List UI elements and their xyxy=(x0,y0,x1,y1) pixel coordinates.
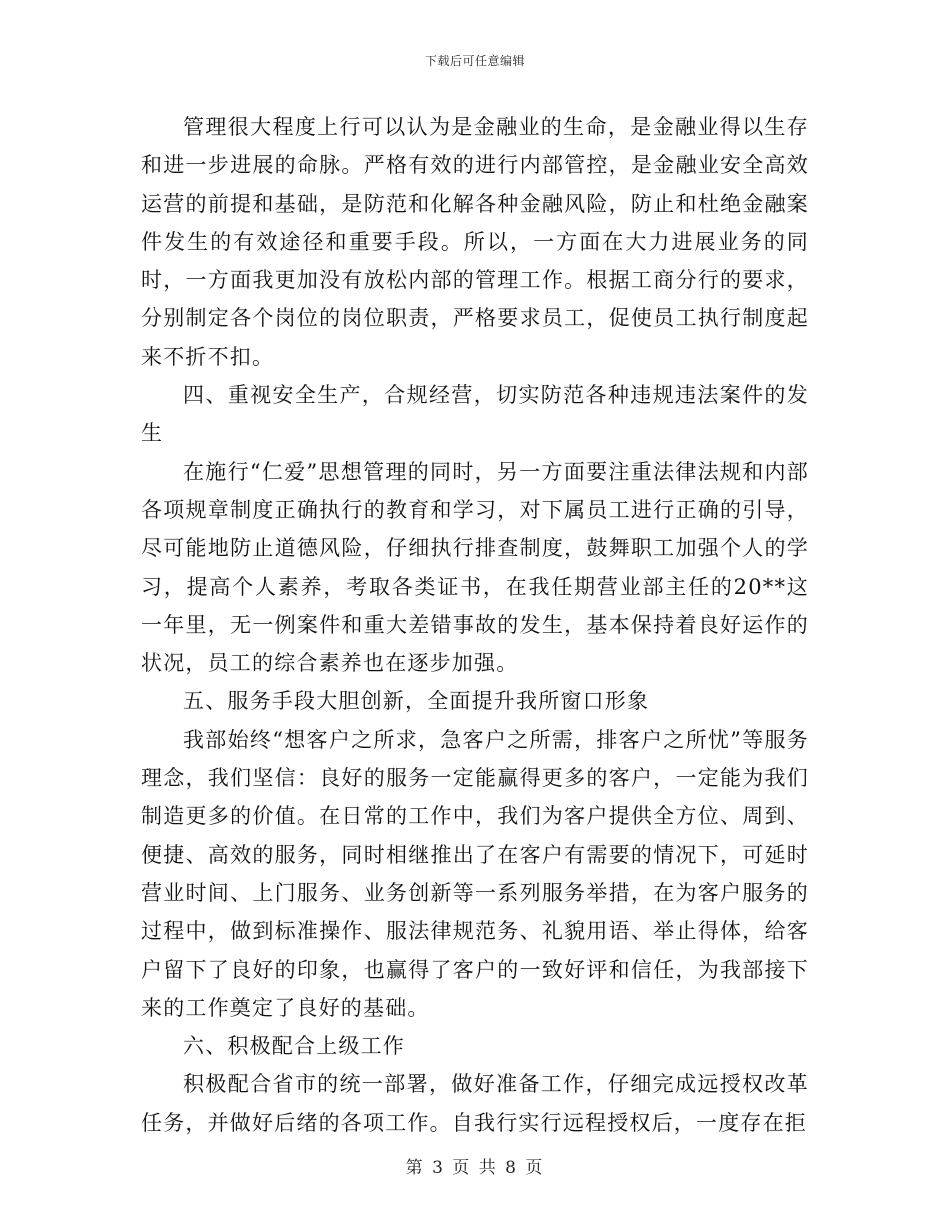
section-heading: 四、重视安全生产，合规经营，切实防范各种违规违法案件的发生 xyxy=(141,383,809,446)
body-paragraph: 管理很大程度上行可以认为是金融业的生命，是金融业得以生存和进一步进展的命脉。严格有效的进行内部管控，是金融业安全高效运营的前提和基础，是防范和化解各种金融风险，防止和杜绝金融案件发生的有效途径和重要手段。所以，一方面在大力进展业务的同时，一方面我更加没有放松内部的管理工作。根据工商分行的要求，分别制定各个岗位的岗位职责，严格要求员工，促使员工执行制度起来不折不扣。 xyxy=(141,115,809,369)
body-paragraph: 积极配合省市的统一部署，做好准备工作，仔细完成远授权改革任务，并做好后绪的各项工作。自我行实行远程授权后，一度存在拒 xyxy=(141,1072,809,1135)
page-header: 下载后可任意编辑 xyxy=(424,54,525,68)
body-paragraph: 在施行“仁爱”思想管理的同时，另一方面要注重法律法规和内部各项规章制度正确执行的教育和学习，对下属员工进行正确的引导，尽可能地防止道德风险，仔细执行排查制度，鼓舞职工加强个人的学习，提高个人素养，考取各类证书，在我任期营业部主任的20**这一年里，无一例案件和重大差错事故的发生，基本保持着良好运作的状况，员工的综合素养也在逐步加强。 xyxy=(141,459,809,676)
document-body xyxy=(141,108,809,1142)
section-heading: 五、服务手段大胆创新，全面提升我所窗口形象 xyxy=(183,689,650,714)
section-heading: 六、积极配合上级工作 xyxy=(183,1034,405,1059)
page-footer: 第 3 页 共 8 页 xyxy=(405,1158,545,1178)
body-paragraph: 我部始终“想客户之所求，急客户之所需，排客户之所忧”等服务理念，我们坚信：良好的服务一定能赢得更多的客户，一定能为我们制造更多的价值。在日常的工作中，我们为客户提供全方位、周到、便捷、高效的服务，同时相继推出了在客户有需要的情况下，可延时营业时间、上门服务、业务创新等一系列服务举措，在为客户服务的过程中，做到标准操作、服法律规范务、礼貌用语、举止得体，给客户留下了良好的印象，也赢得了客户的一致好评和信任，为我部接下来的工作奠定了良好的基础。 xyxy=(141,727,809,1020)
